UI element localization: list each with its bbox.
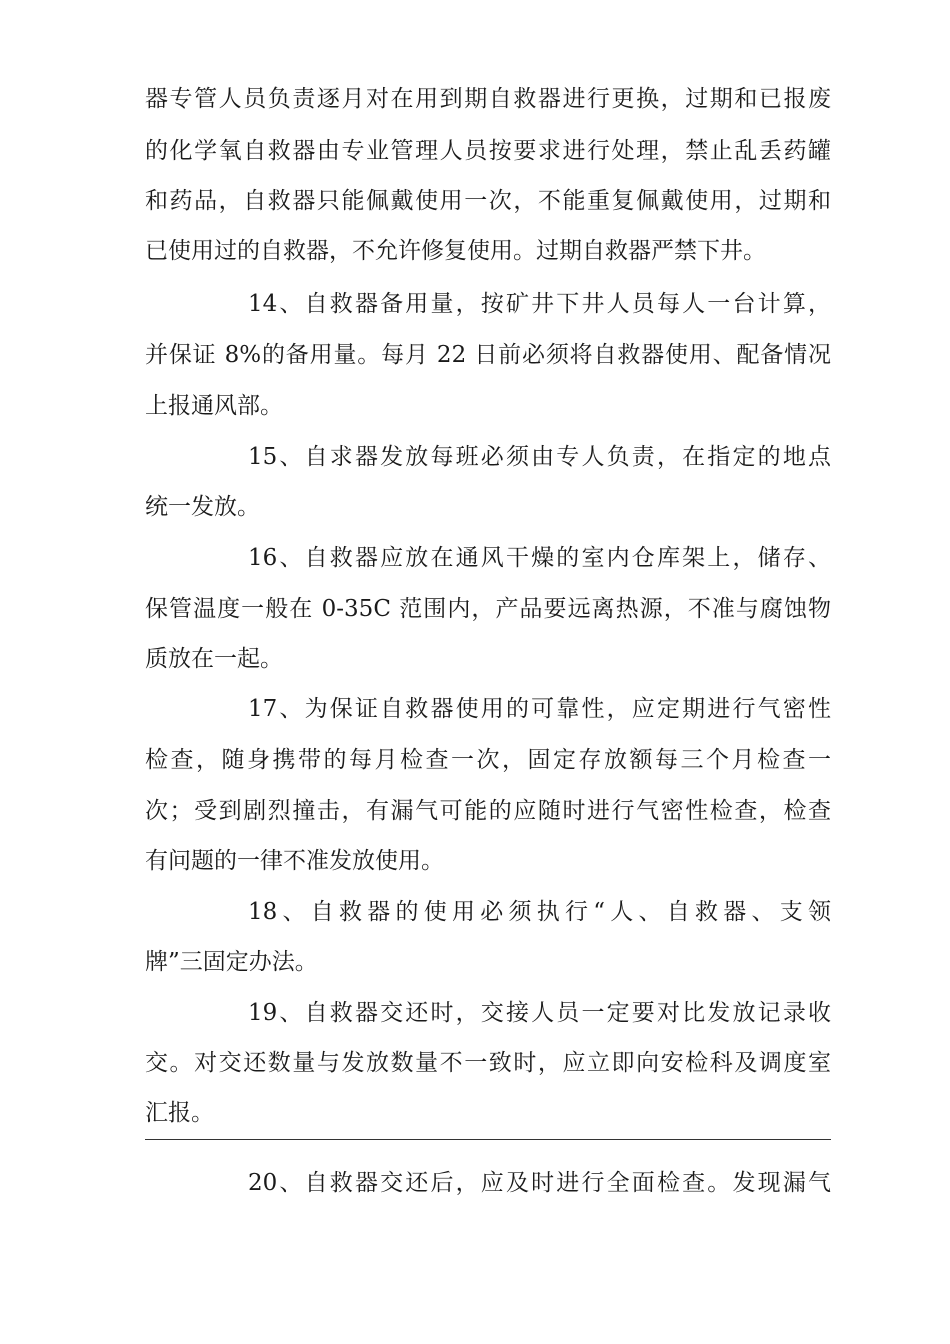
paragraph-15-start: 15、自求器发放每班必须由专人负责，在指定的地点: [248, 444, 831, 470]
paragraph-20-start: 20、自救器交还后，应及时进行全面检查。发现漏气: [248, 1170, 831, 1196]
text-line: 有问题的一律不准发放使用。: [145, 848, 444, 874]
paragraph-14-start: 14、自救器备用量，按矿井下井人员每人一台计算，: [248, 291, 831, 317]
text-line: 上报通风部。: [145, 393, 283, 419]
text-line: 质放在一起。: [145, 646, 283, 672]
paragraph-19-start: 19、自救器交还时，交接人员一定要对比发放记录收: [248, 1000, 831, 1026]
text-line: 并保证 8%的备用量。每月 22 日前必须将自救器使用、配备情况: [145, 342, 831, 368]
text-line: 交。对交还数量与发放数量不一致时，应立即向安检科及调度室: [145, 1050, 831, 1076]
text-line: 保管温度一般在 0-35C 范围内，产品要远离热源，不准与腐蚀物: [145, 596, 831, 622]
text-line: 和药品，自救器只能佩戴使用一次，不能重复佩戴使用，过期和: [145, 188, 831, 214]
text-line: 器专管人员负责逐月对在用到期自救器进行更换，过期和已报废: [145, 86, 831, 112]
paragraph-18-start: 18、自救器的使用必须执行“人、自救器、支领: [248, 899, 831, 925]
text-line: 已使用过的自救器，不允许修复使用。过期自救器严禁下井。: [145, 238, 766, 264]
text-line: 检查，随身携带的每月检查一次，固定存放额每三个月检查一: [145, 747, 831, 773]
text-line: 次；受到剧烈撞击，有漏气可能的应随时进行气密性检查，检查: [145, 798, 831, 824]
horizontal-divider: [145, 1139, 831, 1140]
paragraph-17-start: 17、为保证自救器使用的可靠性，应定期进行气密性: [248, 696, 831, 722]
text-line: 汇报。: [145, 1100, 214, 1126]
text-line: 统一发放。: [145, 494, 260, 520]
paragraph-16-start: 16、自救器应放在通风干燥的室内仓库架上，储存、: [248, 545, 831, 571]
text-line: 牌”三固定办法。: [145, 949, 318, 975]
text-line: 的化学氧自救器由专业管理人员按要求进行处理，禁止乱丢药罐: [145, 138, 831, 164]
